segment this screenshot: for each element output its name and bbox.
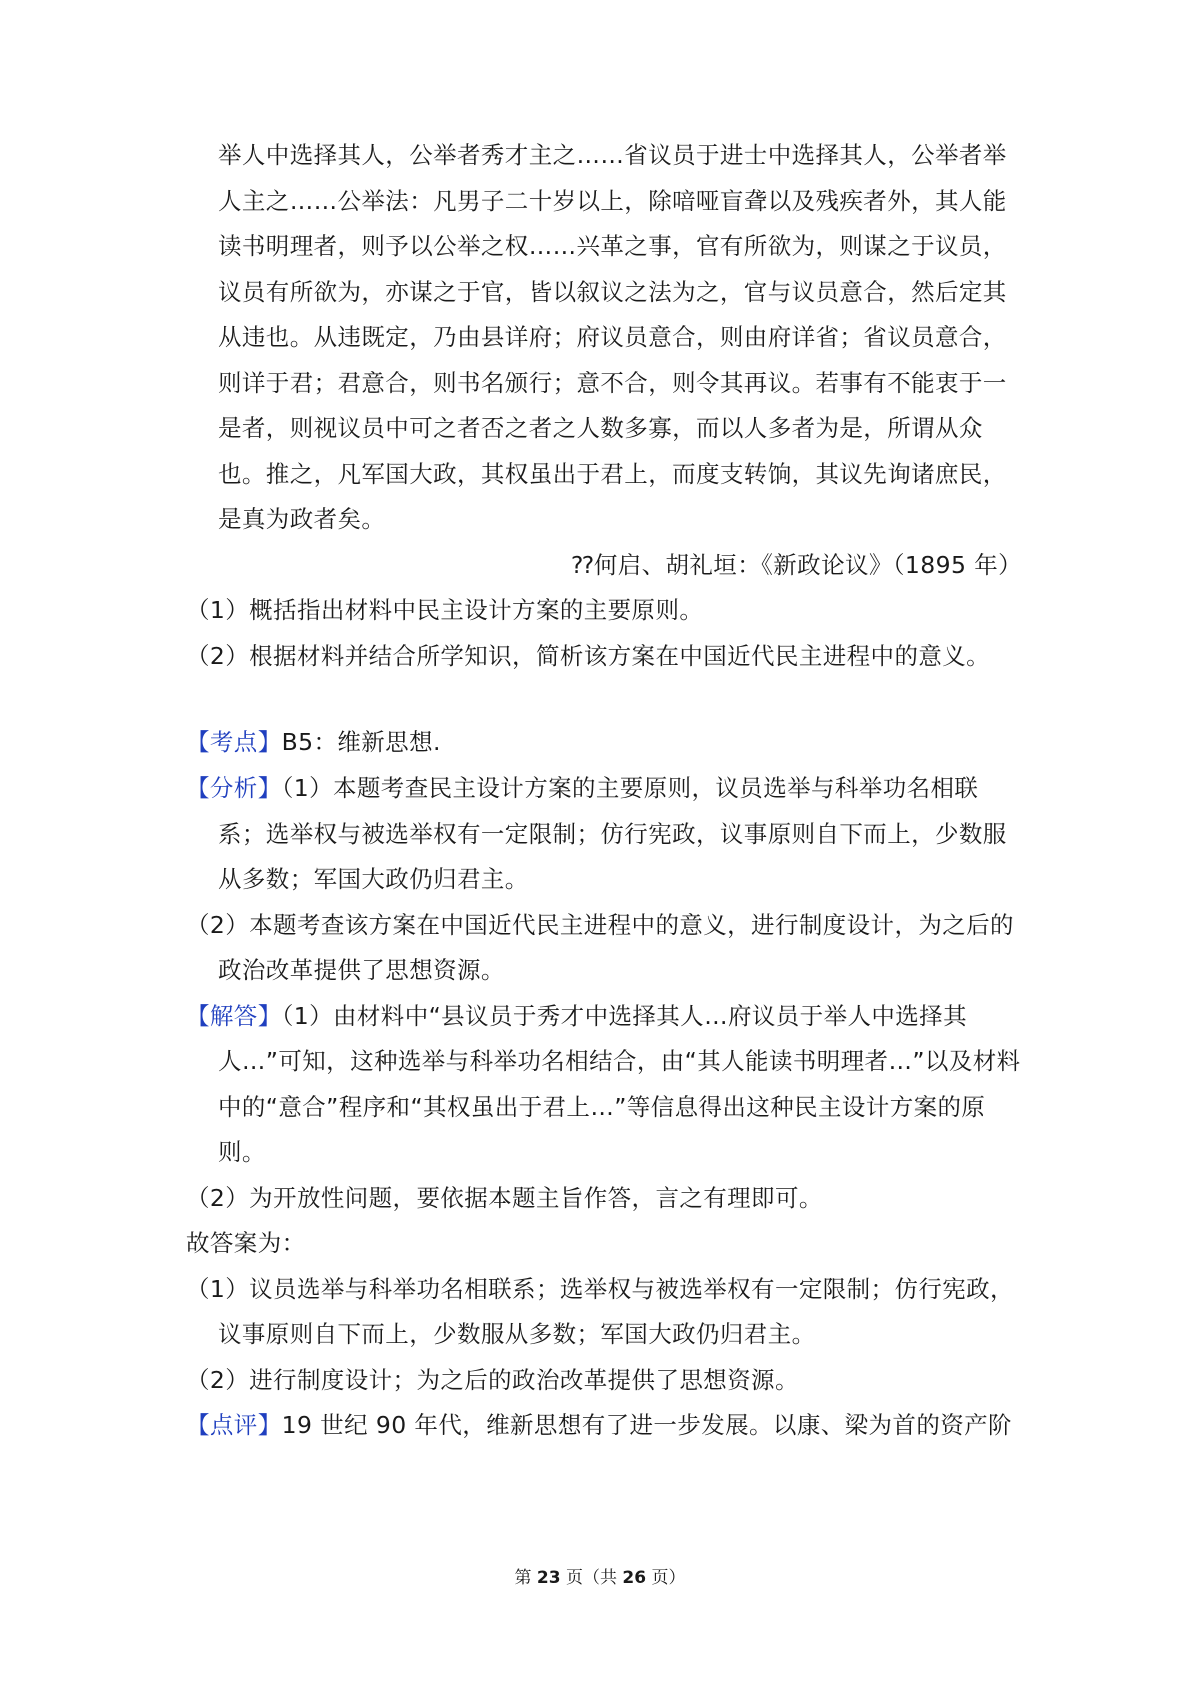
dianping-line [186,1409,1012,1441]
jieda-line: （2）为开放性问题，要依据本题主旨作答，言之有理即可。 [186,1184,823,1212]
material-line: 人主之……公举法：凡男子二十岁以上，除喑哑盲聋以及残疾者外，其人能 [218,187,1007,215]
answer-heading: 故答案为： [186,1229,306,1257]
fenxi-line: 从多数；军国大政仍归君主。 [218,865,529,893]
material-line: 从违也。从违既定，乃由县详府；府议员意合，则由府详省；省议员意合， [218,323,1007,351]
jieda-text: （1）由材料中“县议员于秀才中选择其人…府议员于举人中选择其 [281,1002,967,1030]
jieda-line: 中的“意合”程序和“其权虽出于君上…”等信息得出这种民主设计方案的原 [218,1093,986,1121]
jieda-tag: 【解答】 [186,1002,282,1030]
fenxi-line: 系；选举权与被选举权有一定限制；仿行宪政，议事原则自下而上，少数服 [218,820,1007,848]
material-source: ⁇何启、胡礼垣：《新政论议》（1895 年） [571,551,1022,579]
footer-mid: 页（共 [560,1568,623,1588]
material-line: 议员有所欲为，亦谋之于官，皆以叙议之法为之，官与议员意合，然后定其 [218,278,1007,306]
material-line: 也。推之，凡军国大政，其权虽出于君上，而度支转饷，其议先询诸庶民， [218,460,1007,488]
footer-prefix: 第 [514,1568,537,1588]
fenxi-line [186,772,978,804]
page-footer [0,1566,1200,1590]
material-line: 读书明理者，则予以公举之权……兴革之事，官有所欲为，则谋之于议员， [218,232,1007,260]
question-1: （1）概括指出材料中民主设计方案的主要原则。 [186,596,704,624]
kaodian-text: B5：维新思想. [281,728,441,756]
kaodian-line [186,726,441,758]
kaodian-tag: 【考点】 [186,728,282,756]
dianping-text: 19 世纪 90 年代，维新思想有了进一步发展。以康、梁为首的资产阶 [281,1411,1012,1439]
question-2: （2）根据材料并结合所学知识，简析该方案在中国近代民主进程中的意义。 [186,642,991,670]
jieda-line: 人…”可知，这种选举与科举功名相结合，由“其人能读书明理者…”以及材料 [218,1047,1021,1075]
jieda-line [186,1000,967,1032]
jieda-line: 则。 [218,1138,266,1166]
material-line: 是真为政者矣。 [218,505,386,533]
answer-line: （1）议员选举与科举功名相联系；选举权与被选举权有一定限制；仿行宪政， [186,1275,1014,1303]
footer-suffix: 页） [646,1568,686,1588]
dianping-tag: 【点评】 [186,1411,282,1439]
fenxi-line: （2）本题考查该方案在中国近代民主进程中的意义，进行制度设计，为之后的 [186,911,1014,939]
fenxi-tag: 【分析】 [186,774,282,802]
material-line: 举人中选择其人，公举者秀才主之……省议员于进士中选择其人，公举者举 [218,141,1007,169]
fenxi-text: （1）本题考查民主设计方案的主要原则，议员选举与科举功名相联 [281,774,979,802]
answer-line: （2）进行制度设计；为之后的政治改革提供了思想资源。 [186,1366,799,1394]
material-line: 则详于君；君意合，则书名颁行；意不合，则令其再议。若事有不能衷于一 [218,369,1007,397]
answer-line: 议事原则自下而上，少数服从多数；军国大政仍归君主。 [218,1320,816,1348]
fenxi-line: 政治改革提供了思想资源。 [218,956,505,984]
material-line: 是者，则视议员中可之者否之者之人数多寡，而以人多者为是，所谓从众 [218,414,983,442]
footer-page-number: 23 [536,1568,561,1588]
footer-total-pages: 26 [622,1568,647,1588]
